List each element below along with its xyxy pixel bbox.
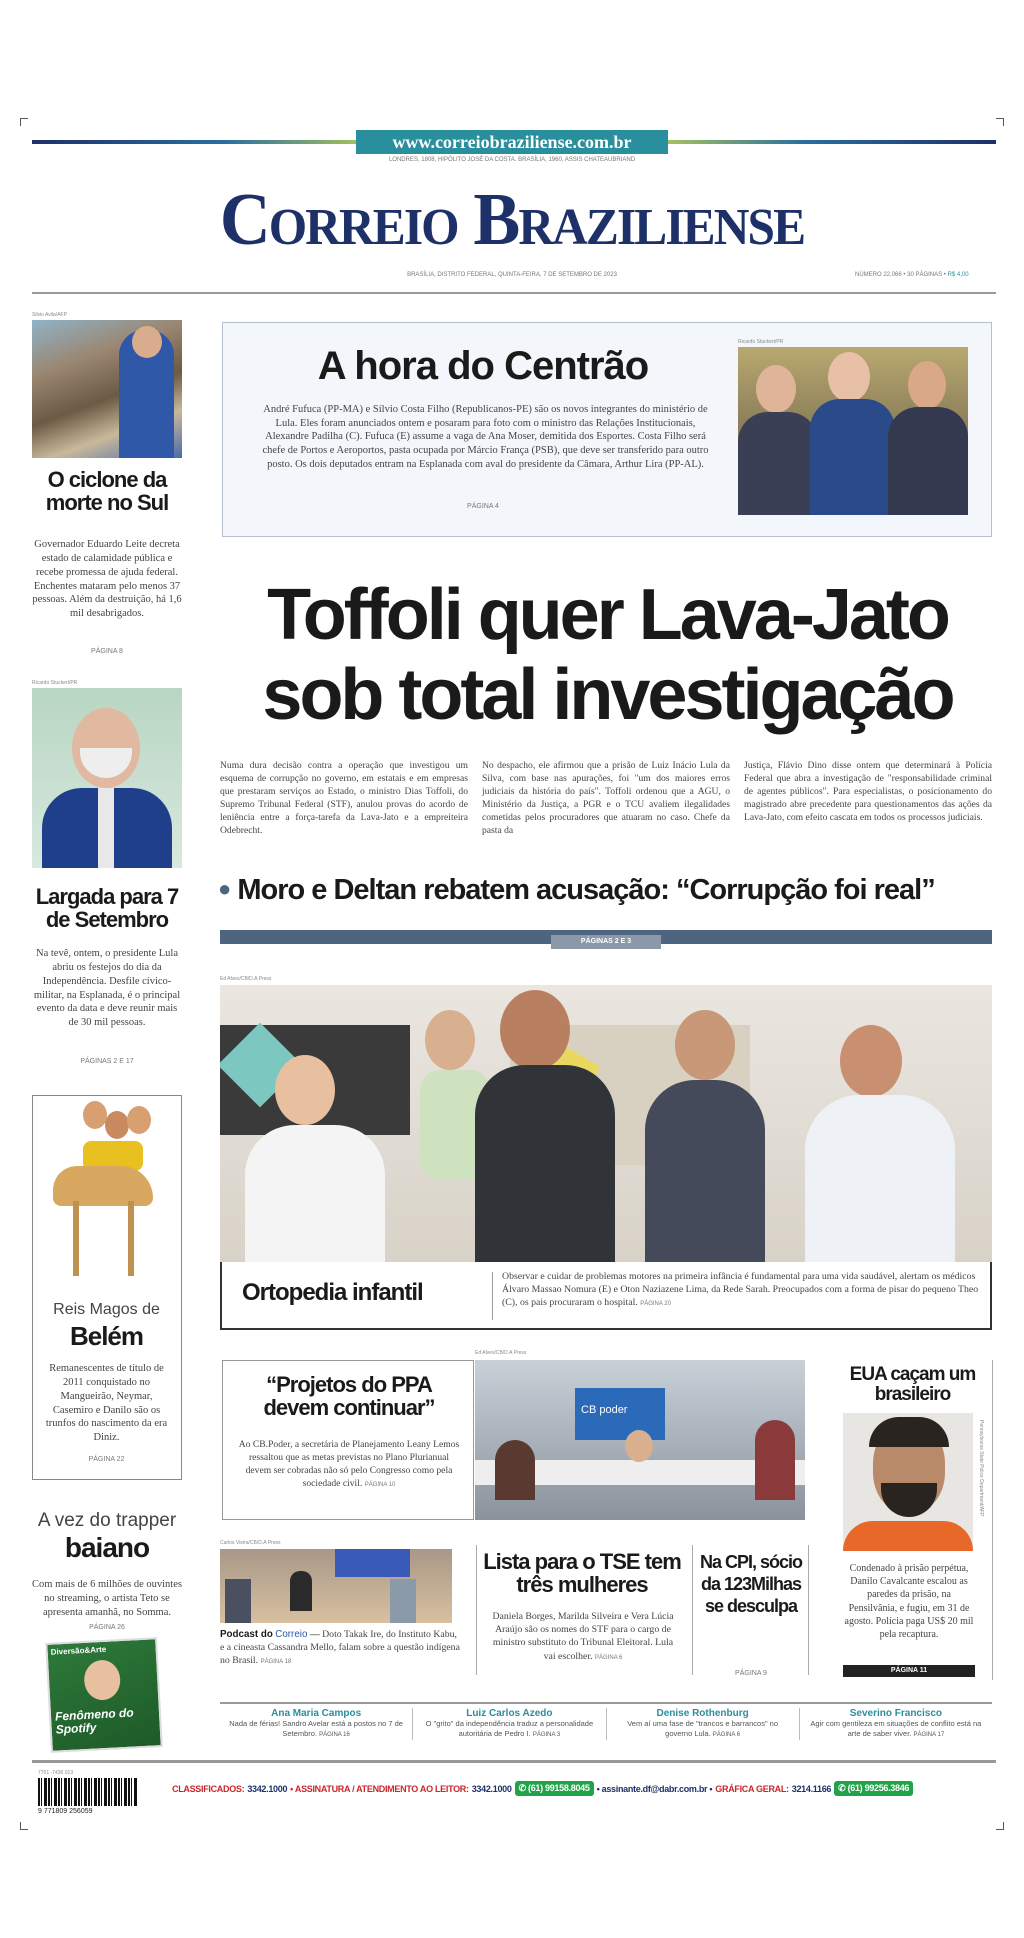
- eua-headline[interactable]: EUA caçam um brasileiro: [849, 1364, 976, 1405]
- columnist-page: PÁGINA 17: [913, 1731, 945, 1738]
- columnist-teaser: [615, 1719, 791, 1740]
- columnist-page: PÁGINA 3: [532, 1731, 561, 1738]
- whatsapp-number: (61) 99256.3846: [847, 1783, 910, 1793]
- trapper-headline[interactable]: baiano: [64, 1532, 150, 1563]
- lead-headline-line-2: sob total investigação: [262, 655, 953, 735]
- assinante-email[interactable]: • assinante.df@dabr.com.br •: [596, 1783, 713, 1794]
- assinatura-label: • ASSINATURA / ATENDIMENTO AO LEITOR:: [290, 1783, 469, 1794]
- lead-column-2: No despacho, ele afirmou que a prisão de Luiz Inácio Lula da Silva, com base nas apurações, foi "um dos maiores erros judiciais da história do país". Toffoli ordenou que a AGU, o Ministério da Justiça, a PGR e o TCU avaliem ilegalidades cometidas pelos procuradores que atuaram no caso. Chefe da pasta da: [482, 760, 730, 836]
- lead-headline-line-1: Toffoli quer Lava-Jato: [267, 575, 948, 655]
- studio-screen: [575, 1388, 665, 1440]
- trapper-kicker: A vez do trapper: [37, 1510, 177, 1531]
- columnist-name: Luiz Carlos Azedo: [466, 1708, 553, 1719]
- columnists-row: [220, 1708, 992, 1740]
- tse-body: [490, 1610, 676, 1663]
- podcast-label: Podcast do: [220, 1629, 273, 1640]
- lead-headline[interactable]: [220, 575, 995, 735]
- belem-box[interactable]: [32, 1095, 182, 1480]
- column-divider: [992, 1360, 993, 1680]
- cyclone-body: Governador Eduardo Leite decreta estado de calamidade pública e recebe promessa de ajuda federal. Enchentes mataram pelo menos 37 pessoas. Além da destruição, há 1,6 mil desabrigados.: [32, 539, 182, 620]
- belem-body: Remanescentes de título de 2011 conquistado no Mangueirão, Neymar, Casemiro e Danilo são os trunfos do nascimento da era Diniz.: [45, 1363, 168, 1444]
- photo-credit: Pennsylvania State Police Department/AFP: [978, 1420, 984, 1517]
- site-url-link[interactable]: www.correiobraziliense.com.br: [356, 130, 668, 154]
- trapper-text: Com mais de 6 milhões de ouvintes no streaming, o artista Teto se apresenta amanhã, no Somma.: [32, 1579, 182, 1618]
- belem-kicker: Reis Magos de: [53, 1301, 160, 1318]
- column-divider: [692, 1545, 693, 1675]
- classificados-phone[interactable]: 3342.1000: [247, 1783, 288, 1794]
- contact-bar: [172, 1781, 1002, 1796]
- columnist-item[interactable]: [607, 1708, 800, 1740]
- lead-column-3: Justiça, Flávio Dino disse ontem que determinará à Polícia Federal que abra a investigação de "responsabilidade criminal de agentes públicos". Para especialistas, o posicionamento do magistrado abre precedente para questionamentos das ações da Lava-Jato, com efeito cascata em todos os processos judiciais.: [744, 760, 992, 823]
- photo-credit: Ed Alves/CB/D.A Press: [475, 1350, 527, 1356]
- columnist-text: Nada de férias! Sandro Avelar está a postos no 7 de Setembro.: [229, 1719, 403, 1738]
- column-divider: [476, 1545, 477, 1675]
- crop-mark: [996, 1822, 1004, 1830]
- classificados-label: CLASSIFICADOS:: [172, 1783, 245, 1794]
- podcast-text: Doto Takak Ire, do Instituto Kabu, e a cineasta Cassandra Mello, falam sobre a questão indígena no Brasil.: [220, 1629, 460, 1667]
- columnist-teaser: [421, 1719, 597, 1740]
- edition-info: [855, 272, 969, 278]
- thumb-section: Diversão&Arte: [50, 1644, 107, 1657]
- assinatura-phone[interactable]: 3342.1000: [471, 1783, 512, 1794]
- podcast-page[interactable]: PÁGINA 18: [260, 1659, 292, 1666]
- columnist-item[interactable]: [800, 1708, 992, 1740]
- fugitive-photo[interactable]: [843, 1413, 973, 1551]
- ortopedia-page: PÁGINA 20: [640, 1301, 671, 1308]
- lead-pages: PÁGINAS 2 E 3: [551, 935, 661, 949]
- diversao-arte-thumbnail[interactable]: [45, 1637, 163, 1753]
- barcode-number: 9 771809 256059: [38, 1808, 93, 1815]
- ppa-headline: “Projetos do PPA devem continuar”: [263, 1372, 435, 1421]
- centrao-box[interactable]: [222, 322, 992, 537]
- podcast-caption: [220, 1628, 460, 1668]
- crop-mark: [20, 118, 28, 126]
- barcode: [38, 1778, 138, 1806]
- columnist-name: Ana Maria Campos: [271, 1708, 362, 1719]
- centrao-body: André Fufuca (PP-MA) e Sílvio Costa Filho (Republicanos-PE) são os novos integrantes do ministério de Lula. Eles foram anunciados ontem e posaram para foto com o ministro das Relações Institucionais, Alexandre Padilha (C). Fufuca (E) assume a vaga de Ana Moser, demitida dos Esportes. Costa Filho será chefe de Portos e Aeroportos, pasta ocupada por Márcio França (PSB), que deve ser transferido para outro posto. Os dois deputados entram na Esplanada com aval do presidente da Câmara, Arthur Lira (PP-AL).: [262, 404, 709, 470]
- barcode-top-text: 7701 -7436 013: [38, 1770, 74, 1776]
- caricature-illustration: [43, 1096, 173, 1286]
- photo-credit: Ricardo Stuckert/PR: [32, 680, 78, 686]
- columnist-item[interactable]: [413, 1708, 606, 1740]
- podcast-photo[interactable]: [220, 1549, 452, 1623]
- columnist-page: PÁGINA 16: [319, 1731, 350, 1738]
- thumb-title: Fenômeno do Spotify: [54, 1705, 134, 1737]
- columnist-page: PÁGINA 6: [712, 1731, 741, 1738]
- cpi-page[interactable]: PÁGINA 9: [735, 1670, 767, 1677]
- grafica-phone[interactable]: 3214.1166: [791, 1783, 832, 1794]
- columnist-text: Vem aí uma fase de "trancos e barrancos" no governo Lula.: [627, 1719, 779, 1738]
- subhead-text: Moro e Deltan rebatem acusação: “Corrupção foi real”: [237, 874, 935, 906]
- photo-credit: Carlos Vieira/CB/D.A Press: [220, 1540, 281, 1546]
- edition-number: NÚMERO 22.066 • 30 PÁGINAS •: [855, 272, 946, 278]
- columnist-text: O "grito" da independência traduz a personalidade autoritária de Pedro I.: [425, 1719, 594, 1738]
- crop-mark: [20, 1822, 28, 1830]
- cyclone-headline[interactable]: O ciclone da morte no Sul: [45, 467, 169, 516]
- cb-poder-photo[interactable]: [475, 1360, 805, 1520]
- tse-page[interactable]: PÁGINA 6: [595, 1654, 623, 1661]
- lula-headline[interactable]: Largada para 7 de Setembro: [35, 884, 179, 933]
- ortopedia-text: Observar e cuidar de problemas motores na primeira infância é fundamental para uma vida saudável, alertam os médicos Álvaro Massao Nomura (E) e Oton Naziazene Lima, da Rede Sarah. Preocupados com a forma de pisar do pequeno Theo (C), os pais procuraram o hospital.: [502, 1271, 979, 1309]
- masthead-title: Correio Braziliense: [219, 179, 805, 261]
- eua-page[interactable]: PÁGINA 11: [843, 1665, 975, 1677]
- screen-text: CB poder: [581, 1404, 628, 1416]
- footer-rule: [32, 1760, 996, 1763]
- eua-body: Condenado à prisão perpétua, Danilo Cavalcante escalou as paredes da prisão, na Pensilvânia, e fugiu, em 31 de agosto. Polícia paga US$ 20 mil pela recaptura.: [844, 1563, 974, 1640]
- grafica-label: GRÁFICA GERAL:: [715, 1783, 789, 1794]
- belem-headline: Belém: [69, 1321, 144, 1351]
- whatsapp-icon: ✆: [518, 1783, 526, 1793]
- columnist-teaser: [228, 1719, 404, 1740]
- ministers-photo: [738, 347, 968, 515]
- cyclone-page[interactable]: PÁGINA 8: [91, 648, 123, 655]
- ortopedia-caption-box[interactable]: [220, 1262, 992, 1330]
- columnist-name: Severino Francisco: [849, 1708, 942, 1719]
- columnist-text: Agir com gentileza em situações de conflito está na arte de saber viver.: [810, 1719, 982, 1738]
- crop-mark: [996, 118, 1004, 126]
- ppa-page: PÁGINA 10: [364, 1481, 396, 1488]
- bullet-icon: ●: [218, 876, 231, 901]
- podcast-sep: —: [309, 1629, 320, 1640]
- tse-headline[interactable]: Lista para o TSE tem três mulheres: [483, 1549, 681, 1598]
- cyclone-photo[interactable]: [32, 320, 182, 458]
- tse-text: Daniela Borges, Marilda Silveira e Vera Lúcia Araújo são os nomes do STF para o cargo de ministro substituto do Tribunal Eleitoral. Lula vai escolher.: [492, 1611, 674, 1662]
- lula-body: Na tevê, ontem, o presidente Lula abriu os festejos do dia da Independência. Desfile cívico-militar, na Esplanada, é o principal evento da data e deve reunir mais de 30 mil pessoas.: [33, 948, 181, 1029]
- photo-credit: Ricardo Stuckert/PR: [738, 339, 784, 345]
- header-divider: [32, 292, 996, 294]
- dateline: BRASÍLIA, DISTRITO FEDERAL, QUINTA-FEIRA, 7 DE SETEMBRO DE 2023: [407, 272, 617, 278]
- ortopedia-photo[interactable]: [220, 985, 992, 1263]
- whatsapp-badge[interactable]: [834, 1781, 913, 1796]
- columnist-teaser: [808, 1719, 984, 1740]
- founders-line: LONDRES, 1808, HIPÓLITO JOSÉ DA COSTA. BRASÍLIA, 1960, ASSIS CHATEAUBRIAND: [388, 157, 636, 163]
- whatsapp-number: (61) 99158.8045: [528, 1783, 590, 1793]
- photo-credit: Silvio Avila/AFP: [32, 312, 67, 318]
- column-divider: [808, 1545, 809, 1675]
- trapper-body: [32, 1578, 182, 1633]
- columnist-name: Denise Rothenburg: [656, 1708, 749, 1719]
- whatsapp-icon: ✆: [838, 1783, 846, 1793]
- price: R$ 4,00: [947, 272, 969, 278]
- ortopedia-headline: Ortopedia infantil: [242, 1279, 423, 1306]
- lead-column-1: Numa dura decisão contra a operação que investigou um esquema de corrupção no governo, em estatais e em empresas que prestaram serviços ao Estado, o ministro Dias Toffoli, do Supremo Tribunal Federal (STF), anulou provas do acordo de leniência entre a força-tarefa da Lava-Jato e a empreiteira Odebrecht.: [220, 760, 468, 836]
- ppa-body: [235, 1439, 463, 1491]
- columnist-item[interactable]: [220, 1708, 413, 1740]
- columnists-rule: [220, 1702, 992, 1704]
- belem-page: PÁGINA 22: [88, 1456, 125, 1463]
- lead-body: [220, 760, 992, 838]
- lula-photo[interactable]: [32, 688, 182, 868]
- lead-subhead[interactable]: [218, 875, 998, 905]
- lead-pages-bar[interactable]: [220, 930, 992, 944]
- podcast-brand: Correio: [275, 1629, 308, 1640]
- photo-credit: Ed Alves/CB/D.A Press: [220, 976, 272, 982]
- trapper-page[interactable]: PÁGINA 26: [89, 1623, 125, 1631]
- ortopedia-body: [502, 1270, 982, 1310]
- whatsapp-badge[interactable]: [515, 1781, 594, 1796]
- centrao-headline: A hora do Centrão: [317, 344, 649, 388]
- ppa-text: Ao CB.Poder, a secretária de Planejamento Leany Lemos ressaltou que as metas previstas no Plano Plurianual devem ser cobradas não só pelo Congresso como pela sociedade civil.: [238, 1439, 460, 1489]
- ppa-box[interactable]: [222, 1360, 474, 1520]
- cpi-headline[interactable]: Na CPI, sócio da 123Milhas se desculpa: [699, 1552, 803, 1616]
- lula-page[interactable]: PÁGINAS 2 E 17: [80, 1058, 134, 1065]
- centrao-page: PÁGINA 4: [467, 503, 499, 510]
